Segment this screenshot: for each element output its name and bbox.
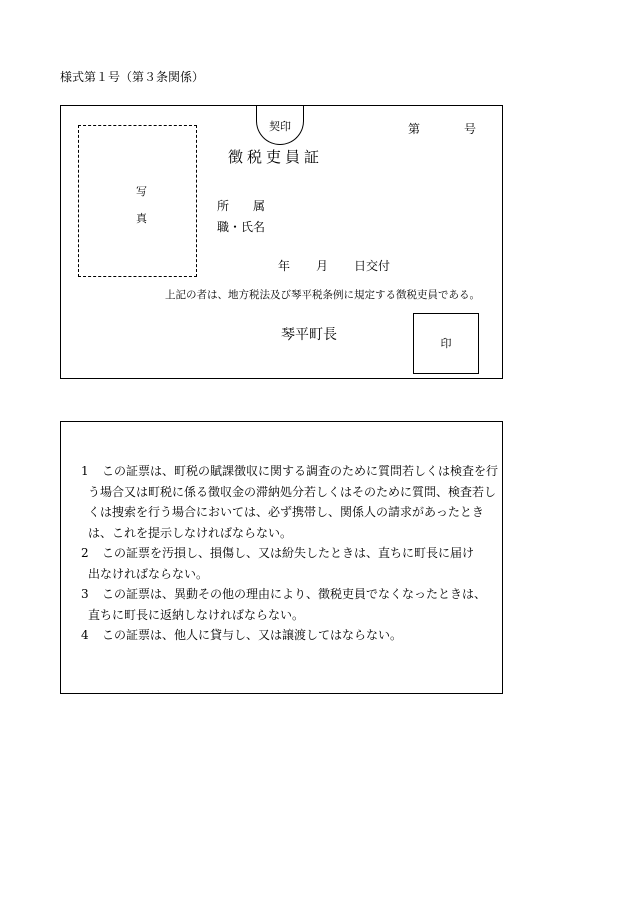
note-line: う場合又は町税に係る徴収金の滞納処分若しくはそのために質問、検査若し (88, 484, 497, 499)
date-month: 月 (316, 259, 329, 273)
note-line: 出なければならない。 (88, 566, 209, 581)
card-title: 徴税吏員証 (228, 148, 324, 166)
tally-seal-mark: 契印 (256, 105, 304, 145)
note-number: 2 (81, 546, 89, 560)
photo-area (78, 125, 197, 277)
note-number: 1 (81, 464, 89, 478)
official-stamp-box: 印 (413, 313, 479, 374)
tax-official-id-card (60, 105, 503, 379)
note-line: くは捜索を行う場合においては、必ず携帯し、関係人の請求があったとき (88, 505, 484, 519)
issuer-name: 琴平町長 (281, 327, 337, 343)
note-item (81, 461, 498, 543)
note-number: 4 (81, 628, 89, 642)
date-issued: 日交付 (354, 259, 391, 273)
card-number-suffix: 号 (464, 122, 477, 136)
date-year: 年 (278, 259, 291, 273)
note-number: 3 (81, 587, 89, 601)
note-line: この証票は、他人に貸与し、又は譲渡してはならない。 (102, 628, 403, 642)
photo-label-1: 写 (136, 185, 147, 198)
note-line: この証票は、町税の賦課徴収に関する調査のために質問若しくは検査を行 (102, 464, 499, 478)
note-line: は、これを提示しなければならない。 (88, 525, 293, 540)
note-item (81, 543, 474, 584)
photo-label-2: 真 (136, 212, 147, 225)
form-number-label: 様式第１号（第３条関係） (60, 70, 205, 84)
note-item (81, 625, 402, 646)
card-number-prefix: 第 (408, 122, 421, 136)
card-statement: 上記の者は、地方税法及び琴平税条例に規定する徴税吏員である。 (165, 289, 480, 301)
note-line: この証票は、異動その他の理由により、徴税吏員でなくなったときは、 (102, 587, 487, 601)
note-line: 直ちに町長に返納しなければならない。 (88, 607, 305, 622)
card-notes-box (60, 421, 503, 694)
name-label: 職・氏名 (217, 220, 266, 234)
note-item (81, 584, 486, 625)
affiliation-label: 所 属 (217, 199, 266, 213)
note-line: この証票を汚損し、損傷し、又は紛失したときは、直ちに町長に届け (102, 546, 475, 560)
